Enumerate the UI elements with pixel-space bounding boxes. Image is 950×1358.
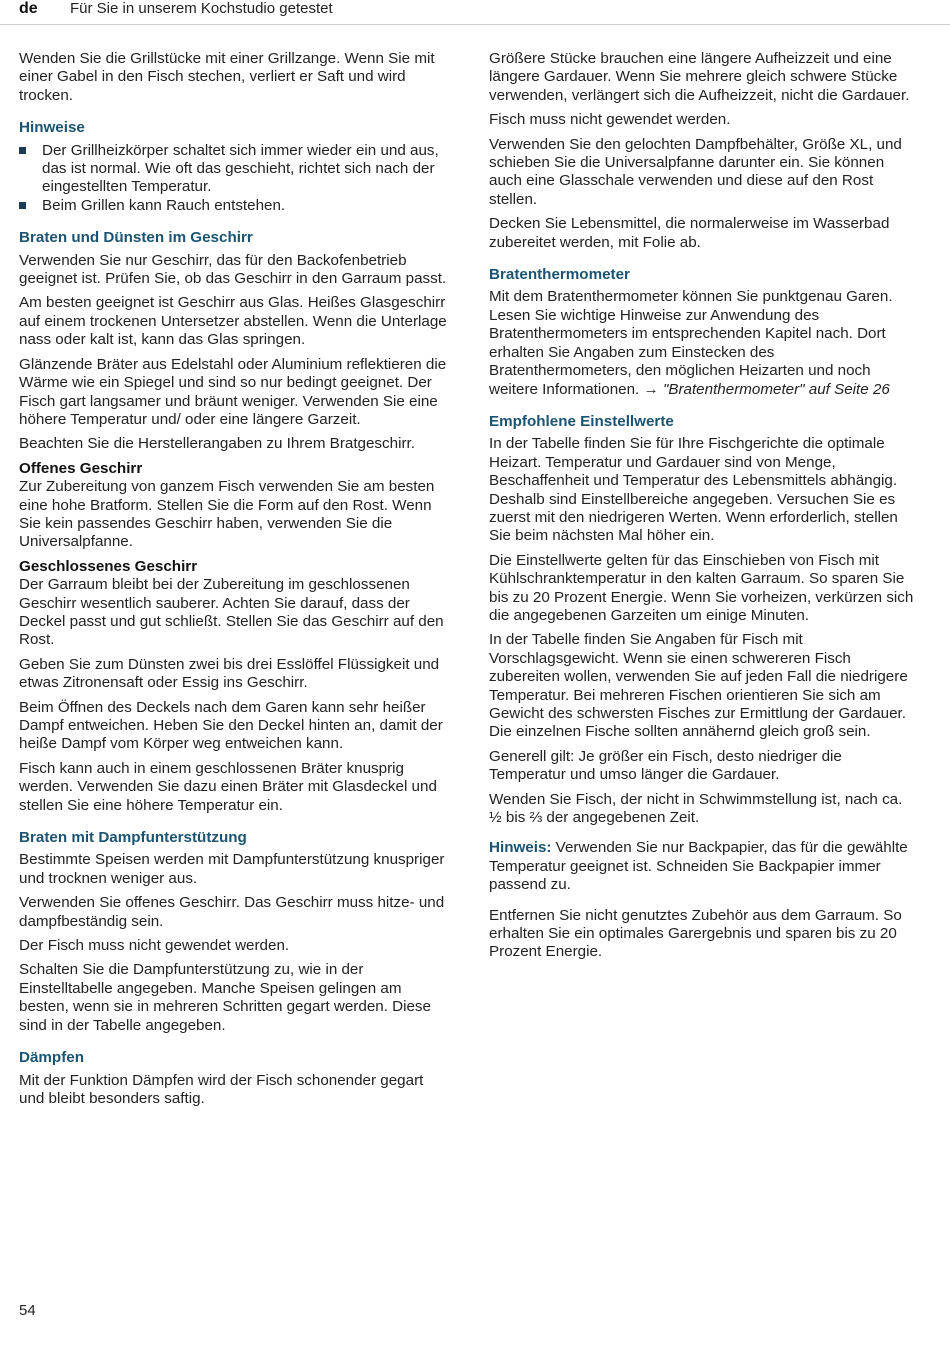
bratenthermometer-text: Mit dem Bratenthermometer können Sie punktgenau Garen. Lesen Sie wichtige Hinweise zur Anwendung des Bratenthermometers im entsprechenden Kapitel nach. Dort erhalten Sie Angaben zum Einstecken des Bratenthermometers, den möglichen Heizarten und noch weitere Informationen. bbox=[489, 288, 893, 398]
right-paragraph-3: Verwenden Sie den gelochten Dampfbehälter, Größe XL, und schieben Sie die Universalpfanne darunter ein. Sie können auch eine Glasschale verwenden und diese auf den Rost stellen. bbox=[489, 135, 902, 208]
page-header bbox=[0, 0, 950, 22]
header-divider bbox=[0, 24, 950, 25]
arrow-right-icon: → bbox=[643, 380, 659, 398]
braten-paragraph-3: Glänzende Bräter aus Edelstahl oder Aluminium reflektieren die Wärme wie ein Spiegel und sind so nur bedingt geeignet. Der Fisch gart langsamer und bräunt weniger. Verwenden Sie eine höhere Temperatur und/ oder eine längere Garzeit. bbox=[19, 355, 447, 428]
einstellwerte-heading: Empfohlene Einstellwerte bbox=[489, 412, 674, 430]
braten-paragraph-4: Beachten Sie die Herstellerangaben zu Ihrem Bratgeschirr. bbox=[19, 435, 415, 453]
braten-heading: Braten und Dünsten im Geschirr bbox=[19, 229, 253, 247]
bullet-square-icon bbox=[19, 202, 26, 209]
hinweise-heading: Hinweise bbox=[19, 119, 85, 137]
dampf-paragraph-2: Verwenden Sie offenes Geschirr. Das Geschirr muss hitze- und dampfbeständig sein. bbox=[19, 894, 445, 930]
daempfen-heading: Dämpfen bbox=[19, 1049, 84, 1067]
geschlossenes-paragraph-2: Geben Sie zum Dünsten zwei bis drei Esslöffel Flüssigkeit und etwas Zitronensaft oder Essig ins Geschirr. bbox=[19, 655, 440, 692]
geschlossenes-paragraph-3: Beim Öffnen des Deckels nach dem Garen kann sehr heißer Dampf entweichen. Heben Sie den Deckel hinten an, damit der heiße Dampf vom Körper weg entweichen kann. bbox=[19, 698, 443, 753]
einstellwerte-paragraph-4: Generell gilt: Je größer ein Fisch, desto niedriger die Temperatur und umso länger die Gardauer. bbox=[489, 747, 842, 784]
daempfen-paragraph: Mit der Funktion Dämpfen wird der Fisch schonender gegart und bleibt besonders saftig. bbox=[19, 1071, 424, 1107]
geschlossenes-paragraph-1: Der Garraum bleibt bei der Zubereitung im geschlossenen Geschirr wesentlich sauberer. Achten Sie darauf, dass der Deckel passt und gut schließt. Stellen Sie das Geschirr auf den Rost. bbox=[19, 576, 444, 649]
right-paragraph-1: Größere Stücke brauchen eine längere Aufheizzeit und eine längere Gardauer. Wenn Sie mehrere gleich schwere Stücke verwenden, verlängert sich die Aufheizzeit, nicht die Gardauer. bbox=[489, 50, 910, 104]
offenes-geschirr-paragraph: Zur Zubereitung von ganzem Fisch verwenden Sie am besten eine hohe Bratform. Stellen Sie die Form auf den Rost. Wenn Sie kein passendes Geschirr haben, verwenden Sie die Universalpfanne. bbox=[19, 478, 435, 551]
dampf-paragraph-4: Schalten Sie die Dampfunterstützung zu, wie in der Einstelltabelle angegeben. Manche Speisen gelingen am besten, wenn sie in mehreren Schritten gegart werden. Diese sind in der Tabelle angegeben. bbox=[19, 961, 431, 1034]
braten-paragraph-2: Am besten geeignet ist Geschirr aus Glas. Heißes Glasgeschirr auf einem trockenen Untersetzer abstellen. Wenn die Unterlage nass oder kalt ist, kann das Glas springen. bbox=[19, 294, 447, 349]
list-item-text: Beim Grillen kann Rauch entstehen. bbox=[42, 196, 286, 214]
right-paragraph-2: Fisch muss nicht gewendet werden. bbox=[489, 111, 731, 129]
cross-reference-link[interactable]: "Bratenthermometer" auf Seite 26 bbox=[662, 380, 890, 398]
braten-paragraph-1: Verwenden Sie nur Geschirr, das für den Backofenbetrieb geeignet ist. Prüfen Sie, ob das Geschirr in den Garraum passt. bbox=[19, 251, 447, 288]
einstellwerte-paragraph-1: In der Tabelle finden Sie für Ihre Fischgerichte die optimale Heizart. Temperatur und Gardauer sind von Menge, Beschaffenheit und Temperatur des Lebensmittels abhängig. Deshalb sind Einstellbereiche angegeben. Versuchen Sie es zuerst mit den niedrigeren Werten. Wenn erforderlich, stellen Sie beim nächsten Mal höher ein. bbox=[489, 435, 898, 545]
geschlossenes-geschirr-heading: Geschlossenes Geschirr bbox=[19, 557, 198, 575]
list-item bbox=[19, 197, 451, 215]
bratenthermometer-heading: Bratenthermometer bbox=[489, 266, 630, 284]
hinweise-list bbox=[19, 142, 451, 216]
hinweis-text: Verwenden Sie nur Backpapier, das für die gewählte Temperatur geeignet ist. Schneiden Sie Backpapier immer passend zu. bbox=[489, 839, 908, 894]
einstellwerte-paragraph-5: Wenden Sie Fisch, der nicht in Schwimmstellung ist, nach ca. ½ bis ⅔ der angegebenen Zeit. bbox=[489, 790, 903, 827]
list-item-text: Der Grillheizkörper schaltet sich immer wieder ein und aus, das ist normal. Wie oft das geschieht, richtet sich nach der eingestellten Temperatur. bbox=[42, 141, 439, 196]
right-column bbox=[489, 50, 914, 968]
intro-paragraph: Wenden Sie die Grillstücke mit einer Grillzange. Wenn Sie mit einer Gabel in den Fisch stechen, verliert er Saft und wird trocken. bbox=[19, 50, 435, 104]
geschlossenes-paragraph-4: Fisch kann auch in einem geschlossenen Bräter knusprig werden. Verwenden Sie dazu einen Bräter mit Glasdeckel und stellen Sie eine höhere Temperatur ein. bbox=[19, 759, 437, 814]
right-paragraph-4: Decken Sie Lebensmittel, die normalerweise im Wasserbad zubereitet werden, mit Folie ab. bbox=[489, 215, 890, 251]
left-column bbox=[19, 50, 451, 1114]
bratenthermometer-paragraph bbox=[489, 288, 914, 398]
bullet-square-icon bbox=[19, 147, 26, 154]
chapter-title: Für Sie in unserem Kochstudio getestet bbox=[70, 0, 333, 17]
dampf-heading: Braten mit Dampfunterstützung bbox=[19, 829, 247, 847]
hinweis-label: Hinweis: bbox=[489, 839, 552, 857]
hinweis-note bbox=[489, 839, 914, 894]
page-number: 54 bbox=[19, 1302, 36, 1319]
offenes-geschirr-heading: Offenes Geschirr bbox=[19, 459, 143, 477]
language-code: de bbox=[19, 0, 38, 17]
einstellwerte-paragraph-2: Die Einstellwerte gelten für das Einschieben von Fisch mit Kühlschranktemperatur in den kalten Garraum. So sparen Sie bis zu 20 Prozent Energie. Wenn Sie vorheizen, verkürzen sich die angegebenen Garzeiten um einige Minuten. bbox=[489, 551, 914, 624]
dampf-paragraph-1: Bestimmte Speisen werden mit Dampfunterstützung knuspriger und trocknen weniger aus. bbox=[19, 851, 445, 887]
einstellwerte-paragraph-3: In der Tabelle finden Sie Angaben für Fisch mit Vorschlagsgewicht. Wenn sie einen schwereren Fisch zubereiten wollen, verwenden Sie auf jeden Fall die niedrigere Temperatur. Bei mehreren Fischen orientieren Sie sich am Gewicht des schwersten Fisches zur Ermittlung der Gardauer. Die einzelnen Fische sollten annähernd gleich groß sein. bbox=[489, 631, 908, 741]
list-item bbox=[19, 142, 451, 197]
final-paragraph: Entfernen Sie nicht genutztes Zubehör aus dem Garraum. So erhalten Sie ein optimales Garergebnis und sparen bis zu 20 Prozent Energie. bbox=[489, 906, 902, 961]
dampf-paragraph-3: Der Fisch muss nicht gewendet werden. bbox=[19, 937, 290, 955]
